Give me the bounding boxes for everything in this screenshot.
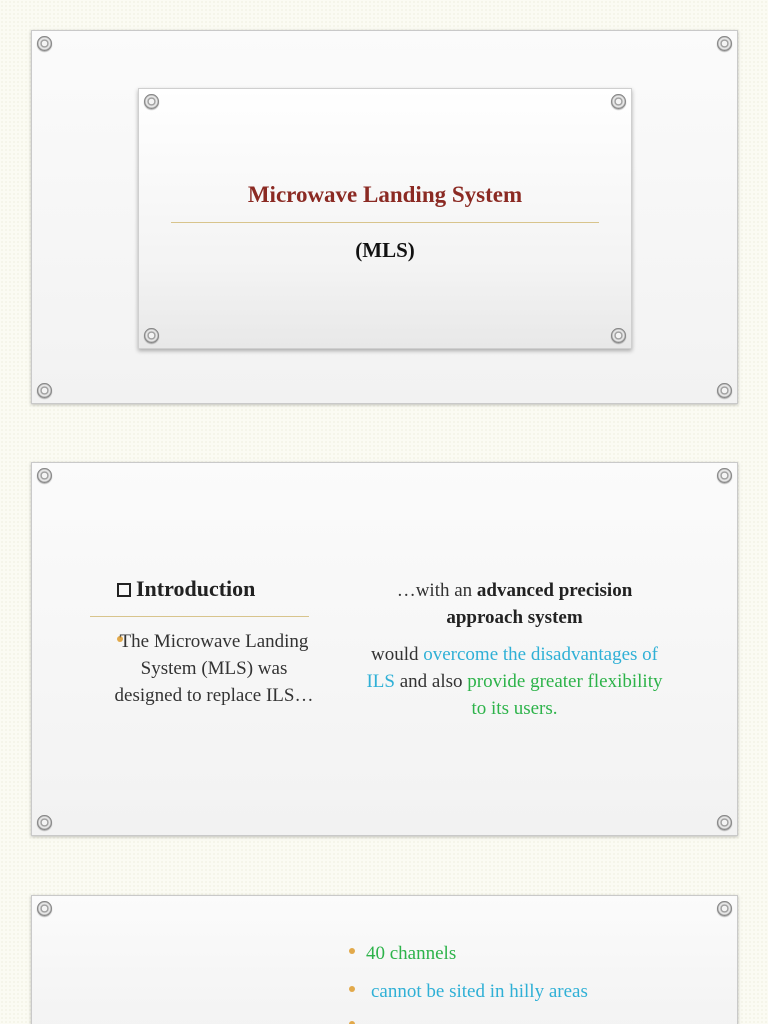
right-body-part-1: would xyxy=(370,644,424,665)
intro-heading xyxy=(117,576,255,602)
right-body-text xyxy=(357,641,672,722)
bullet-icon xyxy=(349,986,355,992)
intro-heading-text: Introduction xyxy=(136,576,256,601)
features-slide xyxy=(31,895,738,1024)
feature-item: cannot be sited in hilly areas xyxy=(371,981,588,1002)
screw-icon xyxy=(37,36,52,51)
slide-title: Microwave Landing System xyxy=(247,182,523,207)
screw-icon xyxy=(37,901,52,916)
screw-icon xyxy=(717,383,732,398)
right-lead-bold: advanced precision approach system xyxy=(446,580,633,628)
screw-icon xyxy=(37,815,52,830)
title-card xyxy=(138,88,632,349)
screw-icon xyxy=(717,468,732,483)
heading-divider xyxy=(90,616,309,617)
screw-icon xyxy=(144,328,159,343)
right-lead-plain: …with an xyxy=(396,580,477,601)
screw-icon xyxy=(611,94,626,109)
screw-icon xyxy=(37,383,52,398)
intro-bullet-text: The Microwave Landing System (MLS) was designed to replace ILS… xyxy=(114,631,314,706)
screw-icon xyxy=(717,36,732,51)
right-body-green: provide greater flexibility to its users. xyxy=(467,671,663,719)
screw-icon xyxy=(717,901,732,916)
screw-icon xyxy=(717,815,732,830)
screw-icon xyxy=(144,94,159,109)
right-lead-text xyxy=(357,577,672,631)
right-body-part-2: and also xyxy=(394,671,468,692)
right-body-blue: overcome the disadvantages of ILS xyxy=(366,644,659,692)
screw-icon xyxy=(611,328,626,343)
title-slide xyxy=(31,30,738,404)
bullet-icon xyxy=(349,948,355,954)
intro-slide xyxy=(31,462,738,836)
feature-item: 40 channels xyxy=(366,943,457,964)
checkbox-icon xyxy=(117,583,131,597)
title-divider xyxy=(171,222,599,223)
slide-subtitle: (MLS) xyxy=(355,238,415,262)
screw-icon xyxy=(37,468,52,483)
